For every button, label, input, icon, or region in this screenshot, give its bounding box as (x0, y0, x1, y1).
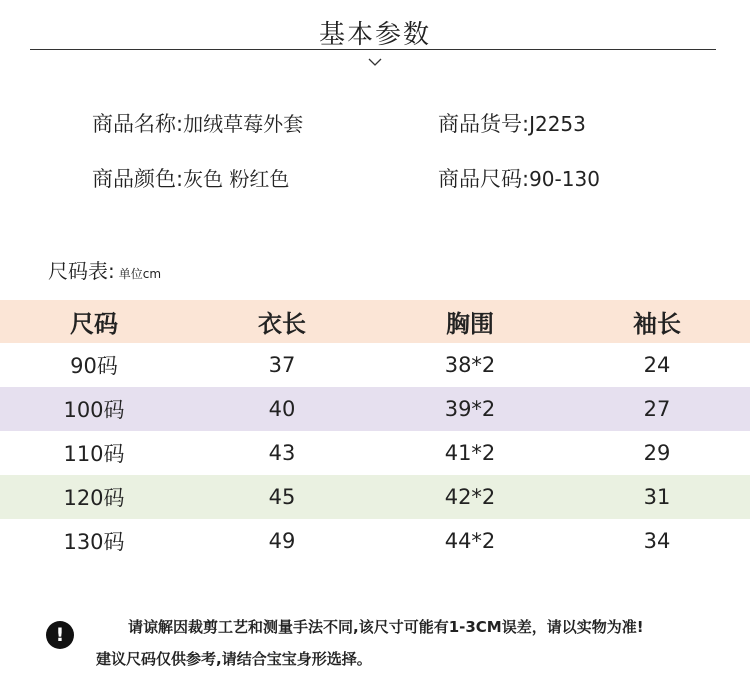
param-label: 商品货号: (438, 112, 530, 136)
exclamation-icon: ! (46, 621, 74, 649)
size-table (0, 300, 750, 563)
table-cell: 40 (268, 397, 296, 421)
param-product-color (92, 163, 289, 193)
table-cell: 24 (643, 353, 671, 377)
table-cell: 120码 (63, 486, 125, 510)
table-header-cell: 袖长 (633, 310, 681, 338)
table-header-row (0, 300, 750, 343)
section-title: 基本参数 (318, 20, 431, 50)
table-cell: 29 (643, 441, 671, 465)
table-cell: 130码 (63, 530, 125, 554)
param-label: 商品名称: (92, 112, 184, 136)
table-row (0, 387, 750, 431)
table-cell: 34 (643, 529, 671, 553)
note-line-2: 建议尺码仅供参考,请结合宝宝身形选择。 (96, 650, 372, 668)
table-cell: 27 (643, 397, 671, 421)
table-cell: 44*2 (444, 529, 496, 553)
note-line-1: 请谅解因裁剪工艺和测量手法不同,该尺寸可能有1-3CM误差，请以实物为准! (128, 618, 644, 636)
param-value: J2253 (529, 112, 586, 136)
param-product-name (92, 108, 303, 138)
param-product-size (438, 163, 600, 193)
table-header-cell: 衣长 (258, 310, 306, 338)
table-cell: 110码 (63, 442, 125, 466)
size-chart-label (48, 255, 161, 284)
chevron-down-icon (368, 57, 382, 67)
param-value: 灰色 粉红色 (183, 167, 290, 191)
table-header-cell: 胸围 (446, 310, 494, 338)
param-value: 90-130 (529, 167, 600, 191)
table-cell: 90码 (70, 354, 118, 378)
table-row (0, 431, 750, 475)
table-cell: 38*2 (444, 353, 496, 377)
table-row (0, 519, 750, 563)
table-cell: 42*2 (444, 485, 496, 509)
table-cell: 37 (268, 353, 296, 377)
table-row (0, 343, 750, 387)
param-label: 商品颜色: (92, 167, 184, 191)
table-row (0, 475, 750, 519)
table-cell: 100码 (63, 398, 125, 422)
size-chart-title: 尺码表: (48, 259, 115, 283)
title-divider (30, 49, 716, 50)
param-label: 商品尺码: (438, 167, 530, 191)
table-cell: 39*2 (444, 397, 496, 421)
table-cell: 31 (643, 485, 671, 509)
table-cell: 45 (268, 485, 296, 509)
table-cell: 41*2 (444, 441, 496, 465)
table-header-cell: 尺码 (70, 310, 118, 338)
param-product-code (438, 108, 586, 138)
table-cell: 43 (268, 441, 296, 465)
table-cell: 49 (268, 529, 296, 553)
param-value: 加绒草莓外套 (183, 112, 304, 136)
size-chart-unit: 单位cm (118, 267, 162, 281)
